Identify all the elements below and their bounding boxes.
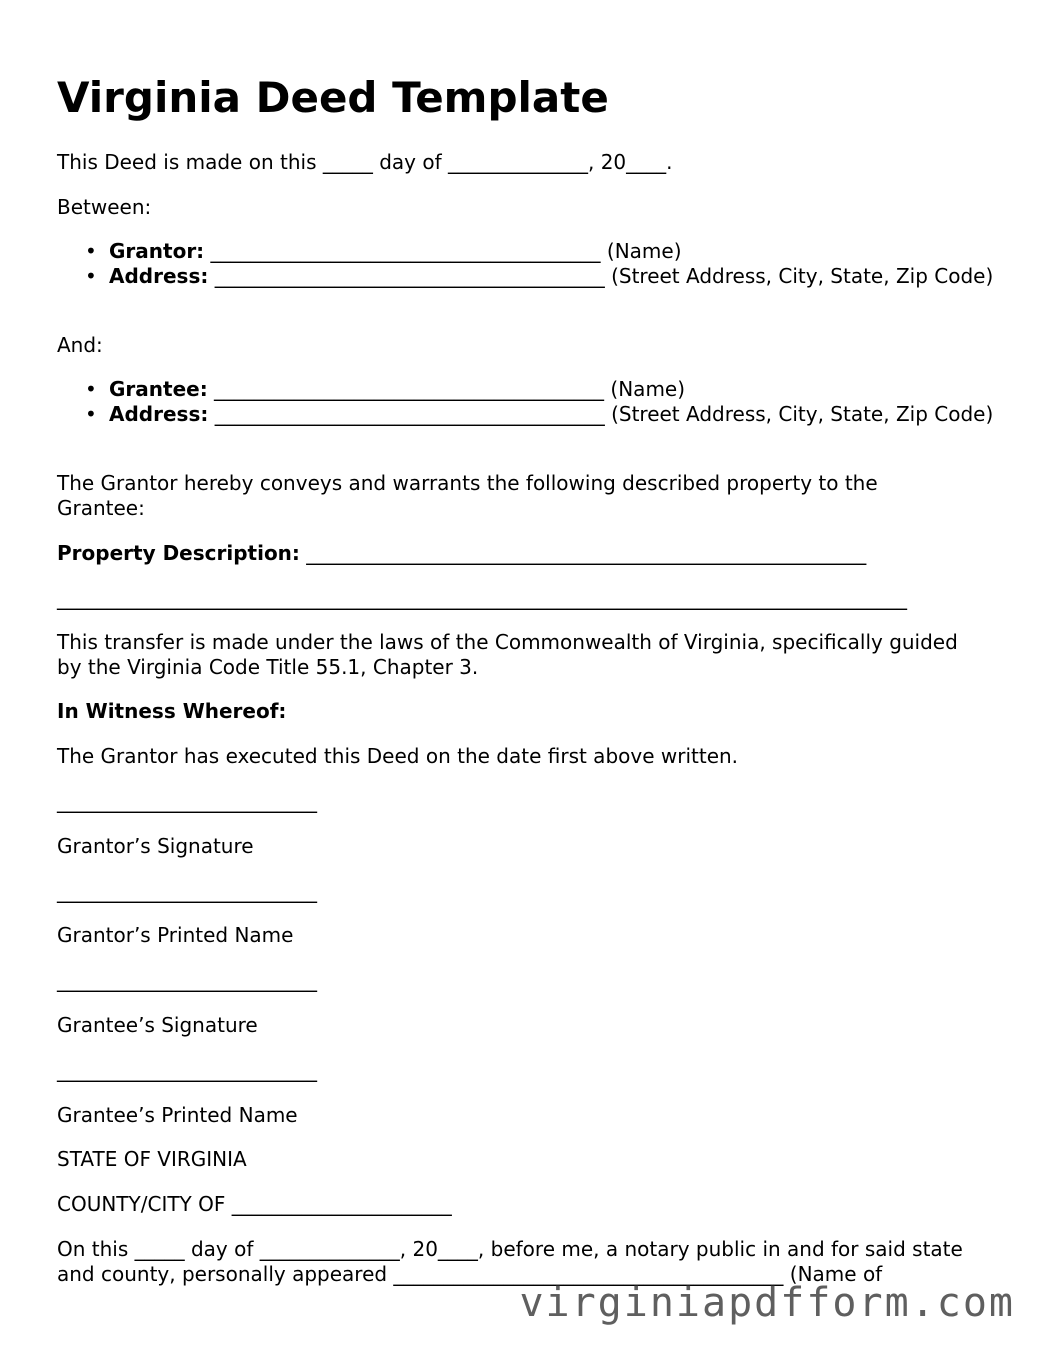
conveyance-text: The Grantor hereby conveys and warrants the following described property to the Grantee: bbox=[57, 471, 878, 520]
state-line: STATE OF VIRGINIA bbox=[57, 1147, 247, 1171]
bullet-dot: • bbox=[85, 377, 97, 401]
grantor-item bbox=[109, 239, 999, 264]
grantee-address-label: Address: bbox=[109, 402, 209, 426]
signature-blank: __________________________ bbox=[57, 968, 317, 992]
bullet-dot: • bbox=[85, 402, 97, 426]
intro-text: This Deed is made on this _____ day of ______________, 20____. bbox=[57, 150, 673, 174]
page-title: Virginia Deed Template bbox=[57, 73, 609, 122]
law-text: This transfer is made under the laws of the Commonwealth of Virginia, specifically guided by the Virginia Code Title 55.1, Chapter 3. bbox=[57, 630, 958, 679]
grantor-signature-label: Grantor’s Signature bbox=[57, 834, 254, 858]
county-line: COUNTY/CITY OF ______________________ bbox=[57, 1192, 452, 1216]
property-label: Property Description: bbox=[57, 541, 300, 565]
grantee-address-field: _______________________________________ (Street Address, City, State, Zip Code) bbox=[208, 402, 994, 426]
grantor-address-item bbox=[109, 264, 999, 289]
witness-heading: In Witness Whereof: bbox=[57, 699, 287, 723]
property-description bbox=[57, 541, 866, 566]
grantee-label: Grantee: bbox=[109, 377, 208, 401]
grantor-address-label: Address: bbox=[109, 264, 209, 288]
between-label: Between: bbox=[57, 195, 152, 219]
signature-blank: __________________________ bbox=[57, 789, 317, 813]
grantor-address-field: _______________________________________ (Street Address, City, State, Zip Code) bbox=[208, 264, 994, 288]
signature-blank: __________________________ bbox=[57, 879, 317, 903]
bullet-dot: • bbox=[85, 264, 97, 288]
grantor-printed-name-label: Grantor’s Printed Name bbox=[57, 923, 294, 947]
grantor-name-field: _______________________________________ (Name) bbox=[204, 239, 682, 263]
grantee-signature-label: Grantee’s Signature bbox=[57, 1013, 258, 1037]
grantee-item bbox=[109, 377, 999, 402]
property-field-line-1: ________________________________________________________ bbox=[299, 541, 867, 565]
grantee-address-item bbox=[109, 402, 999, 427]
and-label: And: bbox=[57, 333, 103, 357]
grantee-printed-name-label: Grantee’s Printed Name bbox=[57, 1103, 298, 1127]
executed-text: The Grantor has executed this Deed on the date first above written. bbox=[57, 744, 739, 768]
grantee-name-field: _______________________________________ (Name) bbox=[207, 377, 686, 401]
notary-text: On this _____ day of ______________, 20____, before me, a notary public in and for said state and county, personally appeared _______________________________________ (Name of bbox=[57, 1237, 963, 1286]
property-field-line-2: _____________________________________________________________________________________ bbox=[57, 586, 907, 610]
signature-blank: __________________________ bbox=[57, 1058, 317, 1082]
bullet-dot: • bbox=[85, 239, 97, 263]
grantor-label: Grantor: bbox=[109, 239, 205, 263]
watermark-text: virginiapdfform.com bbox=[519, 1280, 1015, 1326]
